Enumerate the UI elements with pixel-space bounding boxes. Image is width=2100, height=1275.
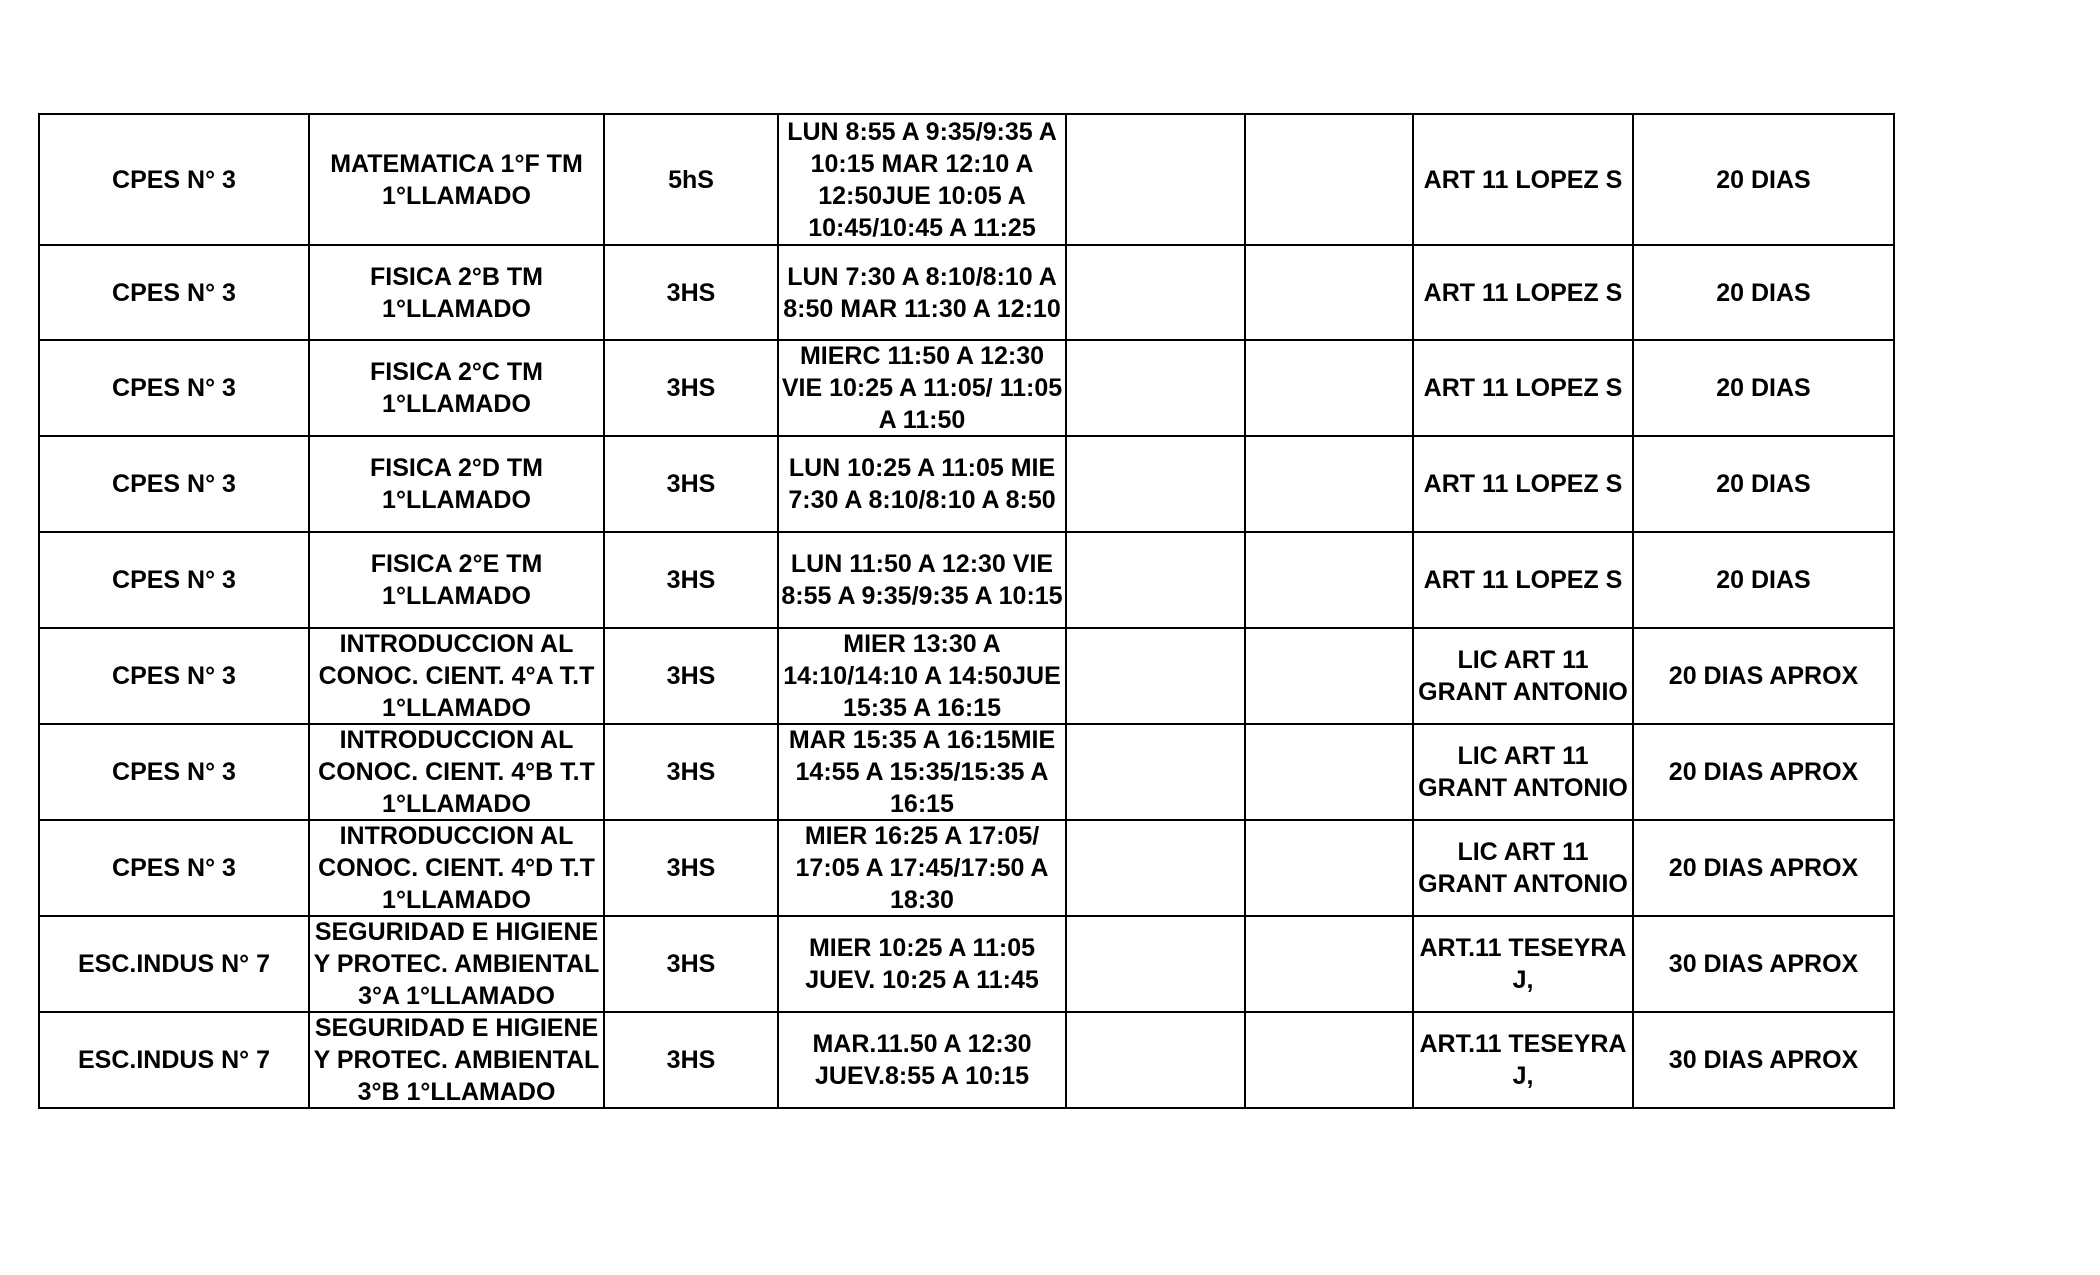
duration-text: 20 DIAS APROX [1668,662,1859,690]
empty-cell [1066,628,1245,724]
article-text: ART 11 LOPEZ S [1423,278,1623,307]
school-text: CPES N° 3 [112,854,236,882]
article-cell [1413,114,1633,245]
table-row [39,436,1894,532]
hours-cell [604,436,778,532]
subject-cell [309,340,604,436]
table-row [39,820,1894,916]
subject-cell [309,1012,604,1108]
duration-text: 30 DIAS APROX [1668,1046,1859,1074]
schedule-table [38,113,1895,1109]
hours-cell [604,1012,778,1108]
article-cell [1413,820,1633,916]
duration-text: 20 DIAS [1716,278,1811,307]
schedule-cell [778,532,1066,628]
school-cell [39,820,309,916]
hours-text: 3HS [666,1046,716,1074]
subject-text: FISICA 2°B TM 1°LLAMADO [370,262,543,323]
duration-cell [1633,245,1894,340]
school-cell [39,114,309,245]
subject-cell [309,628,604,724]
school-text: CPES N° 3 [112,165,236,194]
duration-text: 20 DIAS [1716,470,1811,498]
schedule-text: LUN 11:50 A 12:30 VIE 8:55 A 9:35/9:35 A 10:15 [781,550,1063,610]
article-cell [1413,245,1633,340]
school-cell [39,340,309,436]
school-cell [39,436,309,532]
schedule-text: MIER 13:30 A 14:10/14:10 A 14:50JUE 15:35 A 16:15 [783,630,1061,722]
subject-text: INTRODUCCION AL CONOC. CIENT. 4°A T.T 1°LLAMADO [318,630,595,722]
subject-text: MATEMATICA 1°F TM 1°LLAMADO [330,149,583,210]
hours-cell [604,114,778,245]
article-text: ART.11 TESEYRA J, [1419,934,1627,994]
schedule-cell [778,628,1066,724]
table-body [39,114,1894,1108]
article-text: ART.11 TESEYRA J, [1419,1030,1627,1090]
article-text: LIC ART 11 GRANT ANTONIO [1418,838,1628,898]
article-text: ART 11 LOPEZ S [1423,566,1623,594]
duration-cell [1633,1012,1894,1108]
school-text: ESC.INDUS N° 7 [78,950,270,978]
schedule-cell [778,916,1066,1012]
duration-text: 20 DIAS [1716,165,1811,194]
duration-cell [1633,724,1894,820]
duration-text: 20 DIAS APROX [1668,758,1859,786]
article-text: LIC ART 11 GRANT ANTONIO [1418,742,1628,802]
hours-cell [604,245,778,340]
hours-text: 3HS [666,662,716,690]
schedule-cell [778,340,1066,436]
school-text: CPES N° 3 [112,758,236,786]
duration-cell [1633,820,1894,916]
hours-text: 3HS [666,374,716,402]
table-row [39,628,1894,724]
subject-text: SEGURIDAD E HIGIENE Y PROTEC. AMBIENTAL 3°A 1°LLAMADO [313,918,600,1010]
duration-cell [1633,916,1894,1012]
duration-cell [1633,340,1894,436]
empty-cell [1066,916,1245,1012]
school-cell [39,724,309,820]
article-cell [1413,628,1633,724]
school-text: CPES N° 3 [112,566,236,594]
article-cell [1413,916,1633,1012]
table-row [39,340,1894,436]
duration-text: 20 DIAS [1716,566,1811,594]
table-row [39,114,1894,245]
duration-cell [1633,436,1894,532]
empty-cell [1066,114,1245,245]
schedule-text: LUN 7:30 A 8:10/8:10 A 8:50 MAR 11:30 A 12:10 [783,262,1061,323]
empty-cell [1245,628,1413,724]
empty-cell [1066,436,1245,532]
table-row [39,1012,1894,1108]
hours-cell [604,340,778,436]
empty-cell [1245,114,1413,245]
schedule-cell [778,114,1066,245]
schedule-text: MAR.11.50 A 12:30 JUEV.8:55 A 10:15 [812,1030,1032,1090]
empty-cell [1245,724,1413,820]
empty-cell [1245,245,1413,340]
school-cell [39,245,309,340]
hours-cell [604,916,778,1012]
school-text: CPES N° 3 [112,374,236,402]
hours-text: 3HS [666,758,716,786]
hours-text: 5hS [668,165,714,194]
hours-text: 3HS [666,854,716,882]
subject-cell [309,724,604,820]
school-cell [39,1012,309,1108]
subject-text: INTRODUCCION AL CONOC. CIENT. 4°B T.T 1°LLAMADO [318,726,595,818]
empty-cell [1245,340,1413,436]
subject-text: INTRODUCCION AL CONOC. CIENT. 4°D T.T 1°LLAMADO [318,822,595,914]
article-cell [1413,436,1633,532]
subject-text: SEGURIDAD E HIGIENE Y PROTEC. AMBIENTAL 3°B 1°LLAMADO [313,1014,600,1106]
schedule-cell [778,820,1066,916]
school-text: ESC.INDUS N° 7 [78,1046,270,1074]
duration-cell [1633,114,1894,245]
hours-cell [604,820,778,916]
hours-cell [604,628,778,724]
duration-cell [1633,628,1894,724]
empty-cell [1245,1012,1413,1108]
article-cell [1413,532,1633,628]
empty-cell [1245,436,1413,532]
school-text: CPES N° 3 [112,470,236,498]
schedule-cell [778,436,1066,532]
schedule-cell [778,1012,1066,1108]
subject-cell [309,245,604,340]
hours-cell [604,532,778,628]
subject-cell [309,114,604,245]
empty-cell [1066,724,1245,820]
empty-cell [1066,820,1245,916]
duration-text: 20 DIAS APROX [1668,854,1859,882]
schedule-cell [778,245,1066,340]
hours-text: 3HS [666,470,716,498]
table-row [39,532,1894,628]
subject-cell [309,436,604,532]
schedule-text: MIERC 11:50 A 12:30 VIE 10:25 A 11:05/ 11:05 A 11:50 [781,342,1063,434]
subject-text: FISICA 2°C TM 1°LLAMADO [370,358,543,418]
article-text: ART 11 LOPEZ S [1423,165,1623,194]
article-cell [1413,1012,1633,1108]
schedule-text: MIER 10:25 A 11:05 JUEV. 10:25 A 11:45 [805,934,1039,994]
hours-text: 3HS [666,950,716,978]
article-text: ART 11 LOPEZ S [1423,374,1623,402]
empty-cell [1245,532,1413,628]
subject-cell [309,532,604,628]
empty-cell [1245,820,1413,916]
school-text: CPES N° 3 [112,662,236,690]
subject-cell [309,916,604,1012]
article-cell [1413,724,1633,820]
article-text: LIC ART 11 GRANT ANTONIO [1418,646,1628,706]
schedule-text: MAR 15:35 A 16:15MIE 14:55 A 15:35/15:35 A 16:15 [788,726,1056,818]
schedule-text: LUN 8:55 A 9:35/9:35 A 10:15 MAR 12:10 A 12:50JUE 10:05 A 10:45/10:45 A 11:25 [787,117,1057,242]
schedule-text: LUN 10:25 A 11:05 MIE 7:30 A 8:10/8:10 A 8:50 [788,454,1056,514]
table-row [39,724,1894,820]
article-text: ART 11 LOPEZ S [1423,470,1623,498]
table-row [39,245,1894,340]
empty-cell [1066,245,1245,340]
schedule-text: MIER 16:25 A 17:05/ 17:05 A 17:45/17:50 A 18:30 [795,822,1049,914]
duration-text: 30 DIAS APROX [1668,950,1859,978]
subject-text: FISICA 2°E TM 1°LLAMADO [370,550,543,610]
hours-text: 3HS [666,566,716,594]
duration-cell [1633,532,1894,628]
hours-text: 3HS [666,278,716,307]
school-cell [39,532,309,628]
empty-cell [1066,532,1245,628]
schedule-cell [778,724,1066,820]
empty-cell [1245,916,1413,1012]
subject-cell [309,820,604,916]
school-cell [39,916,309,1012]
school-cell [39,628,309,724]
school-text: CPES N° 3 [112,278,236,307]
hours-cell [604,724,778,820]
subject-text: FISICA 2°D TM 1°LLAMADO [370,454,543,514]
empty-cell [1066,340,1245,436]
duration-text: 20 DIAS [1716,374,1811,402]
article-cell [1413,340,1633,436]
empty-cell [1066,1012,1245,1108]
table-row [39,916,1894,1012]
